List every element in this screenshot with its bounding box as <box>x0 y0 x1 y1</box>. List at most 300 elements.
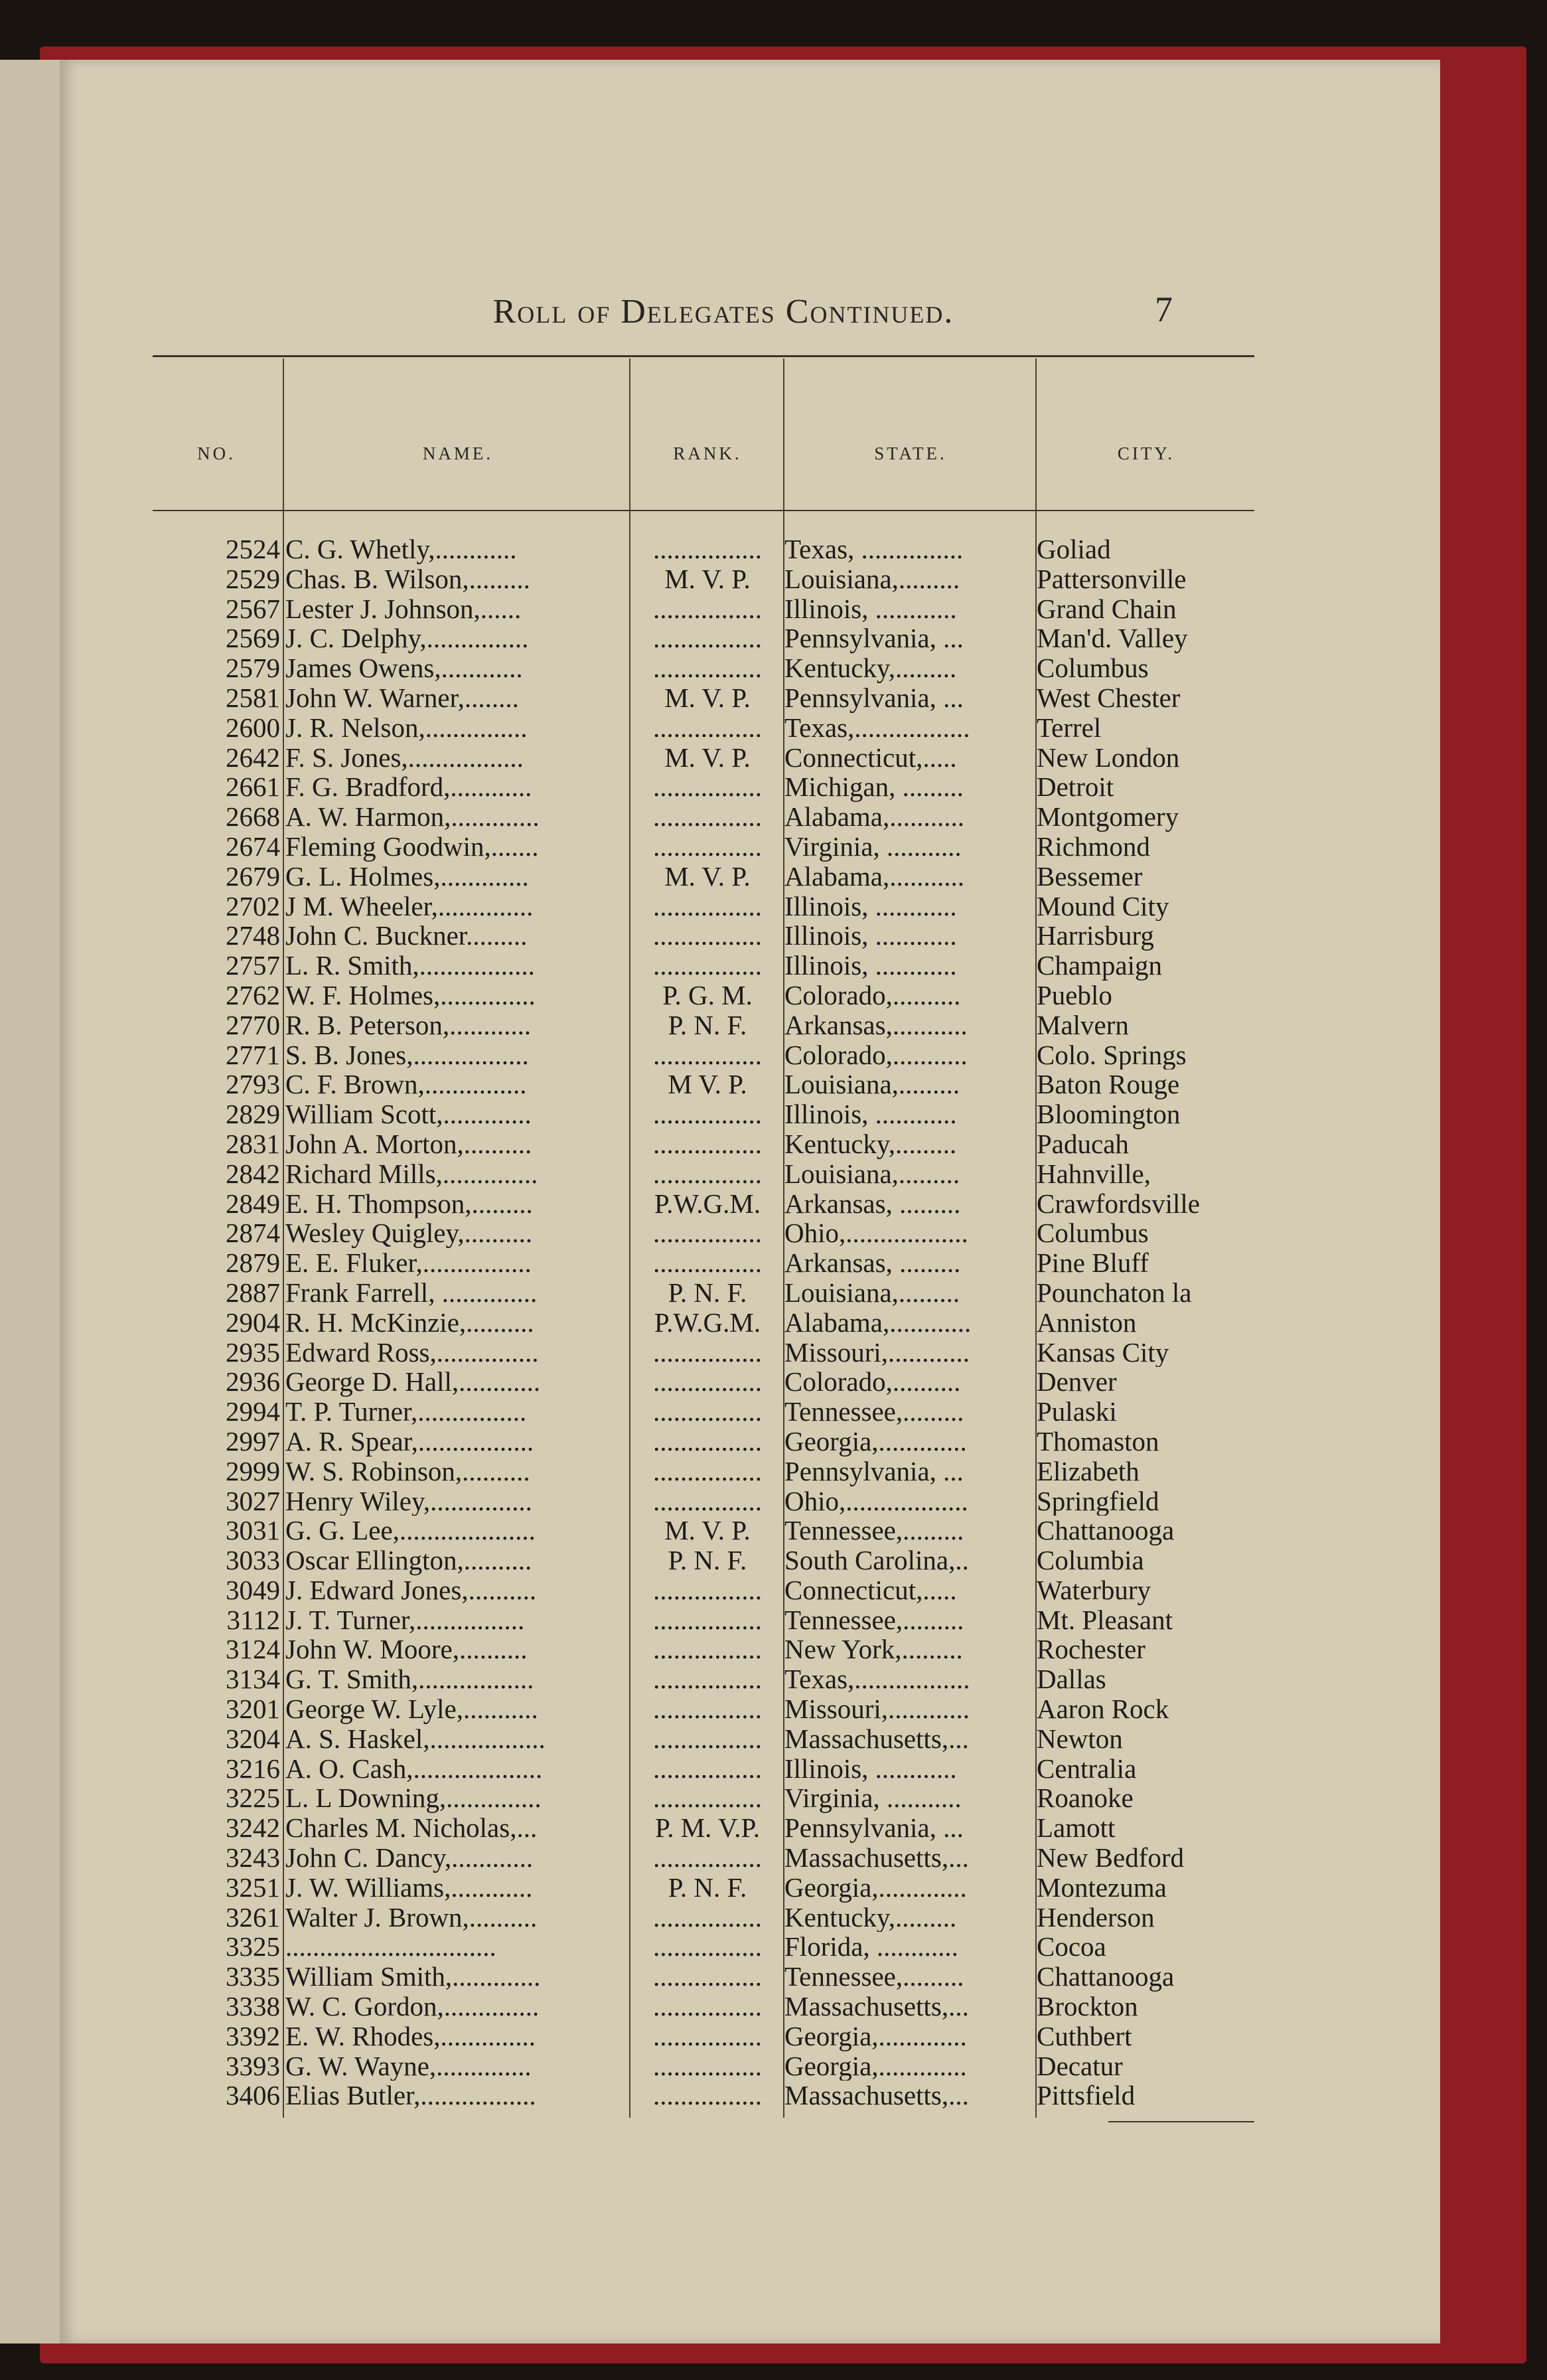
cell-city: Columbus <box>1037 1218 1149 1249</box>
table-row <box>153 743 1254 773</box>
cell-city: New London <box>1037 742 1180 773</box>
cell-rank: ................ <box>653 1218 762 1249</box>
cell-city: Pittsfield <box>1037 2081 1136 2111</box>
cell-rank: ................ <box>653 951 762 981</box>
table-row <box>153 1694 1254 1724</box>
cell-rank: ................ <box>653 1694 762 1724</box>
cell-state: Illinois, ............ <box>784 891 957 921</box>
table-row <box>153 623 1254 653</box>
cell-no: 2887 <box>226 1277 280 1308</box>
table-row <box>153 1754 1254 1784</box>
cell-no: 2524 <box>226 534 280 564</box>
table-row <box>153 1367 1254 1397</box>
table-row <box>153 802 1254 832</box>
cell-city: Bessemer <box>1037 861 1143 892</box>
cell-city: Thomaston <box>1037 1426 1159 1457</box>
cell-rank: ................ <box>653 772 762 803</box>
cell-name: E. W. Rhodes,.............. <box>285 2021 536 2051</box>
cell-name: ............................... <box>285 1932 496 1962</box>
cell-rank: ................ <box>653 1902 762 1933</box>
cell-rank: M. V. P. <box>664 861 751 892</box>
table-row <box>153 1129 1254 1159</box>
cell-name: R. H. McKinzie,.......... <box>285 1307 534 1338</box>
cell-state: Kentucky,......... <box>784 653 957 683</box>
table-row <box>153 2022 1254 2051</box>
cell-no: 2679 <box>226 861 280 892</box>
cell-state: Massachusetts,... <box>784 1843 969 1873</box>
cell-city: Grand Chain <box>1037 594 1177 624</box>
table-row <box>153 1040 1254 1070</box>
cell-state: Kentucky,......... <box>784 1902 957 1933</box>
cell-rank: P.W.G.M. <box>654 1188 761 1219</box>
cell-no: 2702 <box>226 891 280 921</box>
cell-city: Newton <box>1037 1723 1123 1754</box>
table-row <box>153 2081 1254 2110</box>
cell-no: 2936 <box>226 1367 280 1397</box>
cell-state: Colorado,.......... <box>784 1367 961 1397</box>
cell-city: Rochester <box>1037 1634 1145 1665</box>
cell-city: Terrel <box>1037 712 1102 743</box>
cell-no: 3033 <box>226 1546 280 1575</box>
cell-rank: ................ <box>653 1605 762 1635</box>
table-row <box>153 564 1254 594</box>
cell-no: 3216 <box>226 1753 280 1784</box>
cell-city: Champaign <box>1037 951 1163 981</box>
table-row <box>153 1932 1254 1962</box>
cell-state: Georgia,............. <box>784 1872 967 1903</box>
cell-no: 2661 <box>226 772 280 803</box>
cell-city: Pounchaton la <box>1037 1277 1192 1308</box>
cell-city: Harrisburg <box>1037 921 1154 951</box>
cell-name: Elias Butler,................. <box>285 2081 536 2111</box>
cell-rank: ................ <box>653 1337 762 1368</box>
cell-rank: M. V. P. <box>664 564 751 594</box>
cell-rank: ................ <box>653 1158 762 1189</box>
cell-city: Denver <box>1037 1367 1117 1397</box>
cell-name: R. B. Peterson,............ <box>285 1010 532 1040</box>
cell-name: L. R. Smith,................. <box>285 951 535 981</box>
cell-city: New Bedford <box>1037 1843 1185 1873</box>
cell-city: Paducah <box>1037 1129 1129 1159</box>
page-number: 7 <box>1155 289 1173 329</box>
cell-rank: P. G. M. <box>662 980 753 1010</box>
table-row <box>153 1813 1254 1843</box>
cell-no: 3261 <box>226 1902 280 1933</box>
cell-city: Elizabeth <box>1037 1456 1140 1486</box>
cell-city: Columbus <box>1037 653 1149 683</box>
cell-no: 2642 <box>226 742 280 773</box>
cell-city: Henderson <box>1037 1902 1155 1933</box>
cell-name: G. G. Lee,.................... <box>285 1516 536 1546</box>
cell-no: 3225 <box>226 1783 280 1814</box>
cell-no: 3201 <box>226 1694 280 1724</box>
table-row <box>153 1308 1254 1338</box>
table-row <box>153 1962 1254 1992</box>
cell-rank: ................ <box>653 594 762 624</box>
cell-state: Massachusetts,... <box>784 2081 969 2111</box>
cell-no: 3251 <box>226 1872 280 1903</box>
cell-no: 2879 <box>226 1248 280 1278</box>
cell-rank: ................ <box>653 1248 762 1278</box>
cell-name: J. R. Nelson,............... <box>285 712 528 743</box>
cell-city: Pine Bluff <box>1037 1248 1149 1278</box>
cell-city: West Chester <box>1037 682 1181 713</box>
cell-rank: ................ <box>653 2051 762 2081</box>
cell-city: Pulaski <box>1037 1397 1117 1427</box>
cell-name: E. H. Thompson,......... <box>285 1188 533 1219</box>
cell-name: G. W. Wayne,.............. <box>285 2051 532 2081</box>
cell-rank: ................ <box>653 1634 762 1665</box>
cell-state: Colorado,.......... <box>784 980 961 1010</box>
cell-name: Charles M. Nicholas,... <box>285 1813 538 1844</box>
cell-state: Texas,................. <box>784 1664 970 1695</box>
cell-no: 2579 <box>226 653 280 683</box>
cell-name: A. R. Spear,................. <box>285 1426 534 1457</box>
cell-rank: ................ <box>653 2081 762 2111</box>
cell-no: 3406 <box>226 2081 280 2111</box>
cell-rank: ................ <box>653 1397 762 1427</box>
cell-city: Pueblo <box>1037 980 1112 1010</box>
table-row <box>153 1634 1254 1664</box>
cell-city: Baton Rouge <box>1037 1070 1180 1100</box>
delegates-table-header <box>153 358 1254 506</box>
cell-state: Illinois, ............ <box>784 921 957 951</box>
cell-state: Pennsylvania, ... <box>784 1456 964 1486</box>
cell-city: Lamott <box>1037 1813 1116 1844</box>
cell-city: Cuthbert <box>1037 2021 1132 2051</box>
cell-no: 2569 <box>226 623 280 654</box>
cell-rank: ................ <box>653 1040 762 1070</box>
cell-rank: P.W.G.M. <box>654 1307 761 1338</box>
table-row <box>153 1843 1254 1873</box>
cell-rank: ................ <box>653 1367 762 1397</box>
cell-city: Mt. Pleasant <box>1037 1605 1173 1635</box>
cell-no: 3112 <box>226 1605 280 1635</box>
cell-state: Arkansas,........... <box>784 1010 968 1040</box>
cell-city: Goliad <box>1037 534 1111 564</box>
cell-name: J M. Wheeler,.............. <box>285 891 534 921</box>
cell-no: 2770 <box>226 1010 280 1040</box>
table-row <box>153 921 1254 951</box>
cell-name: C. G. Whetly,............ <box>285 534 517 564</box>
table-row <box>153 1992 1254 2022</box>
table-row <box>153 1159 1254 1189</box>
cell-rank: ................ <box>653 1843 762 1873</box>
cell-rank: ................ <box>653 1962 762 1992</box>
cell-city: Hahnville, <box>1037 1158 1151 1189</box>
cell-name: W. C. Gordon,.............. <box>285 1992 540 2022</box>
cell-name: John W. Moore,.......... <box>285 1634 528 1665</box>
header-rank: RANK. <box>673 443 742 463</box>
cell-rank: ................ <box>653 831 762 862</box>
table-row <box>153 1783 1254 1813</box>
cell-no: 2748 <box>226 921 280 951</box>
cell-state: Florida, ............ <box>784 1932 958 1962</box>
cell-rank: ................ <box>653 802 762 832</box>
cell-no: 2581 <box>226 682 280 713</box>
cell-no: 2874 <box>226 1218 280 1249</box>
table-row <box>153 653 1254 683</box>
table-row <box>153 1486 1254 1516</box>
header-name: NAME. <box>422 443 494 463</box>
cell-rank: ................ <box>653 1753 762 1784</box>
cell-state: Illinois, ............ <box>784 951 957 981</box>
table-row <box>153 1099 1254 1129</box>
cell-rank: ................ <box>653 653 762 683</box>
delegates-table-body <box>153 534 1254 2110</box>
table-row <box>153 1338 1254 1368</box>
cell-city: Centralia <box>1037 1753 1137 1784</box>
cell-no: 2997 <box>226 1426 280 1457</box>
cell-name: Walter J. Brown,.......... <box>285 1902 538 1933</box>
table-row <box>153 1457 1254 1486</box>
cell-name: Chas. B. Wilson,......... <box>285 564 530 594</box>
cell-rank: P. N. F. <box>668 1546 747 1575</box>
cell-state: Georgia,............. <box>784 2051 967 2081</box>
table-row <box>153 1516 1254 1546</box>
table-row <box>153 1278 1254 1308</box>
cell-state: Virginia, ........... <box>784 1783 962 1814</box>
cell-no: 2600 <box>226 712 280 743</box>
cell-name: A. W. Harmon,............. <box>285 802 540 832</box>
table-row <box>153 1218 1254 1248</box>
table-row <box>153 862 1254 892</box>
cell-rank: ................ <box>653 1426 762 1457</box>
cell-name: J. Edward Jones,.......... <box>285 1575 537 1605</box>
table-row <box>153 2051 1254 2081</box>
cell-name: G. L. Holmes,............. <box>285 861 529 892</box>
cell-name: John W. Warner,........ <box>285 682 519 713</box>
table-row <box>153 832 1254 862</box>
cell-city: Malvern <box>1037 1010 1129 1040</box>
table-row <box>153 713 1254 743</box>
cell-rank: P. N. F. <box>668 1277 747 1308</box>
cell-city: Man'd. Valley <box>1037 623 1188 654</box>
cell-rank: ................ <box>653 2021 762 2051</box>
cell-name: S. B. Jones,................. <box>285 1040 529 1070</box>
cell-no: 2831 <box>226 1129 280 1159</box>
cell-city: Bloomington <box>1037 1099 1181 1129</box>
cell-name: Oscar Ellington,.......... <box>285 1546 532 1575</box>
cell-name: Fleming Goodwin,....... <box>285 831 539 862</box>
cell-name: W. F. Holmes,.............. <box>285 980 536 1010</box>
cell-state: Alabama,........... <box>784 861 964 892</box>
cell-rank: ................ <box>653 534 762 564</box>
header-state: STATE. <box>874 443 947 463</box>
cell-rank: P. N. F. <box>668 1010 747 1040</box>
cell-no: 3124 <box>226 1634 280 1665</box>
cell-no: 2762 <box>226 980 280 1010</box>
table-row <box>153 1070 1254 1099</box>
cell-city: Brockton <box>1037 1992 1138 2022</box>
cell-state: Tennessee,......... <box>784 1605 964 1635</box>
cell-city: Chattanooga <box>1037 1516 1175 1546</box>
cell-name: G. T. Smith,................. <box>285 1664 534 1695</box>
cell-name: A. O. Cash,................... <box>285 1753 543 1784</box>
cell-state: Michigan, ......... <box>784 772 964 803</box>
cell-state: Massachusetts,... <box>784 1723 969 1754</box>
cell-rank: ................ <box>653 1932 762 1962</box>
table-row <box>153 772 1254 802</box>
cell-state: Connecticut,..... <box>784 742 957 773</box>
cell-no: 2529 <box>226 564 280 594</box>
cell-state: Arkansas, ......... <box>784 1248 961 1278</box>
cell-state: Texas, ............... <box>784 534 964 564</box>
table-row <box>153 1397 1254 1427</box>
header-no: NO. <box>197 443 236 463</box>
table-row <box>153 1903 1254 1933</box>
cell-city: Mound City <box>1037 891 1169 921</box>
cell-state: Colorado,........... <box>784 1040 968 1070</box>
cell-state: Arkansas, ......... <box>784 1188 961 1219</box>
cell-rank: ................ <box>653 1456 762 1486</box>
cell-name: George W. Lyle,........... <box>285 1694 538 1724</box>
cell-no: 2935 <box>226 1337 280 1368</box>
table-row <box>153 1664 1254 1694</box>
cell-name: F. S. Jones,................. <box>285 742 524 773</box>
cell-state: Connecticut,..... <box>784 1575 957 1605</box>
cell-state: Virginia, ........... <box>784 831 962 862</box>
cell-state: Louisiana,......... <box>784 1070 960 1100</box>
cell-no: 3031 <box>226 1516 280 1546</box>
cell-name: John A. Morton,.......... <box>285 1129 532 1159</box>
cell-city: Montgomery <box>1037 802 1179 832</box>
cell-name: John C. Dancy,............ <box>285 1843 534 1873</box>
cell-state: Missouri,............ <box>784 1694 970 1724</box>
cell-name: George D. Hall,............ <box>285 1367 541 1397</box>
cell-no: 2674 <box>226 831 280 862</box>
table-row <box>153 683 1254 713</box>
cell-no: 2999 <box>226 1456 280 1486</box>
cell-name: John C. Buckner......... <box>285 921 528 951</box>
cell-rank: ................ <box>653 1664 762 1695</box>
cell-no: 3134 <box>226 1664 280 1695</box>
document-page <box>60 60 1440 2343</box>
cell-rank: M. V. P. <box>664 682 751 713</box>
table-row <box>153 594 1254 624</box>
cell-name: Wesley Quigley,.......... <box>285 1218 533 1249</box>
cell-rank: ................ <box>653 1575 762 1605</box>
cell-city: Richmond <box>1037 831 1150 862</box>
cell-name: Henry Wiley,............... <box>285 1486 532 1516</box>
cell-city: Cocoa <box>1037 1932 1106 1962</box>
cell-city: Springfield <box>1037 1486 1159 1516</box>
cell-city: Colo. Springs <box>1037 1040 1187 1070</box>
cell-city: Anniston <box>1037 1307 1137 1338</box>
table-row <box>153 1605 1254 1635</box>
cell-name: J. W. Williams,............ <box>285 1872 533 1903</box>
cell-city: Crawfordsville <box>1037 1188 1200 1219</box>
cell-state: South Carolina,.. <box>784 1546 969 1575</box>
cell-name: Frank Farrell, .............. <box>285 1277 538 1308</box>
cell-state: Kentucky,......... <box>784 1129 957 1159</box>
cell-name: E. E. Fluker,................ <box>285 1248 532 1278</box>
cell-state: Pennsylvania, ... <box>784 682 964 713</box>
cell-rank: ................ <box>653 712 762 743</box>
cell-no: 2567 <box>226 594 280 624</box>
table-row <box>153 1873 1254 1903</box>
cell-rank: M V. P. <box>668 1070 747 1100</box>
cell-no: 2994 <box>226 1397 280 1427</box>
cell-no: 3335 <box>226 1962 280 1992</box>
cell-no: 2668 <box>226 802 280 832</box>
cell-city: Montezuma <box>1037 1872 1167 1903</box>
cell-state: Georgia,............. <box>784 2021 967 2051</box>
cell-rank: ................ <box>653 1783 762 1814</box>
cell-name: William Scott,............. <box>285 1099 532 1129</box>
cell-rank: ................ <box>653 1486 762 1516</box>
cell-no: 2849 <box>226 1188 280 1219</box>
cell-name: Lester J. Johnson,...... <box>285 594 522 624</box>
table-row <box>153 892 1254 921</box>
header-bottom-rule <box>153 510 1254 511</box>
table-row <box>153 1427 1254 1457</box>
cell-no: 2842 <box>226 1158 280 1189</box>
cell-state: Illinois, ............ <box>784 1753 957 1784</box>
cell-state: Missouri,............ <box>784 1337 970 1368</box>
cell-no: 3393 <box>226 2051 280 2081</box>
cell-name: J. C. Delphy,............... <box>285 623 529 654</box>
table-row <box>153 981 1254 1010</box>
cell-no: 3392 <box>226 2021 280 2051</box>
cell-city: Dallas <box>1037 1664 1106 1695</box>
cell-rank: ................ <box>653 891 762 921</box>
cell-state: Georgia,............. <box>784 1426 967 1457</box>
cell-no: 2757 <box>226 951 280 981</box>
cell-state: Alabama,........... <box>784 802 964 832</box>
cell-city: Pattersonville <box>1037 564 1187 594</box>
cell-name: W. S. Robinson,.......... <box>285 1456 530 1486</box>
table-row <box>153 951 1254 981</box>
cell-no: 3242 <box>226 1813 280 1844</box>
cell-name: T. P. Turner,................ <box>285 1397 527 1427</box>
cell-rank: P. M. V.P. <box>654 1813 761 1844</box>
cell-no: 2793 <box>226 1070 280 1100</box>
cell-state: Pennsylvania, ... <box>784 1813 964 1844</box>
cell-city: Decatur <box>1037 2051 1123 2081</box>
cell-city: Chattanooga <box>1037 1962 1175 1992</box>
cell-state: Ohio,.................. <box>784 1218 968 1249</box>
cell-state: Massachusetts,... <box>784 1992 969 2022</box>
cell-no: 2771 <box>226 1040 280 1070</box>
table-row <box>153 1546 1254 1575</box>
cell-no: 3325 <box>226 1932 280 1962</box>
table-row <box>153 1189 1254 1219</box>
running-head: Roll of Delegates Continued. <box>492 293 954 331</box>
cell-rank: ................ <box>653 1992 762 2022</box>
cell-name: James Owens,............ <box>285 653 523 683</box>
table-row <box>153 1575 1254 1605</box>
cell-state: Ohio,.................. <box>784 1486 968 1516</box>
cell-state: Louisiana,......... <box>784 1158 960 1189</box>
cell-rank: ................ <box>653 921 762 951</box>
table-row <box>153 1724 1254 1754</box>
cell-state: Texas,................. <box>784 712 970 743</box>
cell-city: Columbia <box>1037 1546 1144 1575</box>
cell-rank: ................ <box>653 1129 762 1159</box>
table-row <box>153 1010 1254 1040</box>
cell-city: Kansas City <box>1037 1337 1169 1368</box>
cell-rank: ................ <box>653 623 762 654</box>
cell-state: Tennessee,......... <box>784 1397 964 1427</box>
cell-name: A. S. Haskel,................. <box>285 1723 546 1754</box>
cell-name: L. L Downing,.............. <box>285 1783 542 1814</box>
cell-no: 3243 <box>226 1843 280 1873</box>
facing-page-edge <box>0 60 60 2343</box>
cell-state: Illinois, ............ <box>784 594 957 624</box>
cell-no: 3204 <box>226 1723 280 1754</box>
cell-no: 3049 <box>226 1575 280 1605</box>
